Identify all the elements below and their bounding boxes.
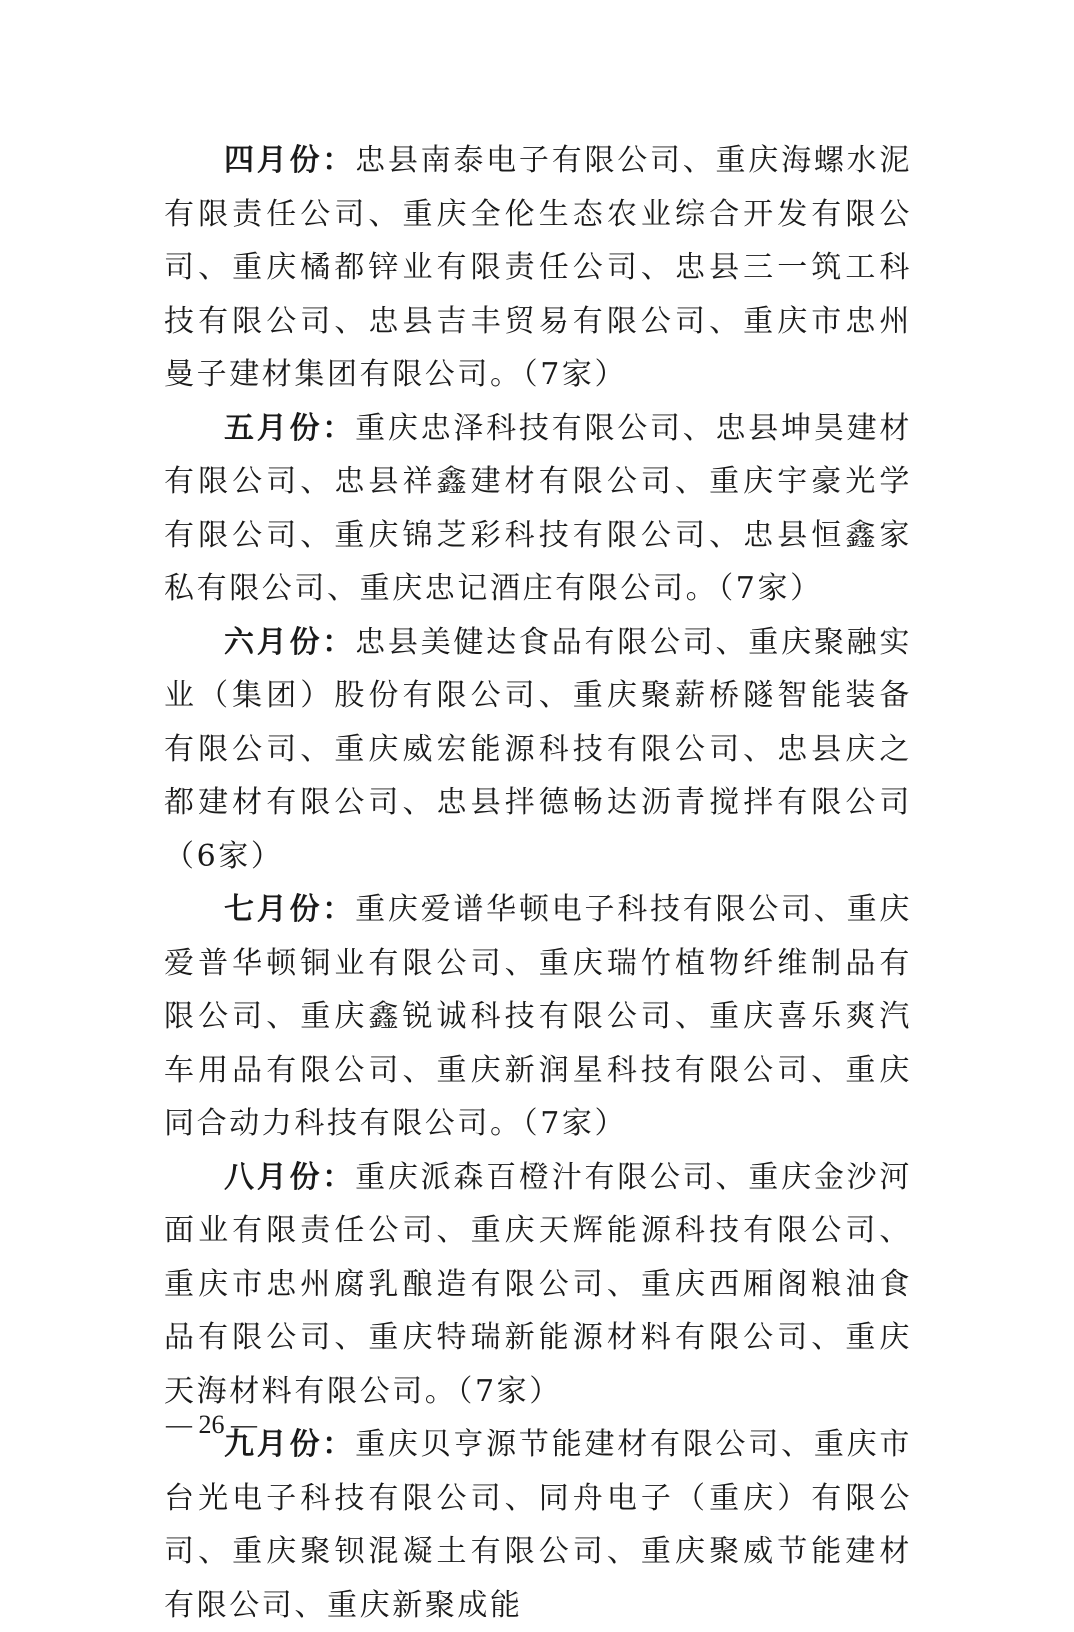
month-label-september: 九月份： (224, 1427, 356, 1462)
paragraph-august (164, 1151, 912, 1419)
month-label-june: 六月份： (224, 624, 356, 660)
company-list-july: 重庆爱谱华顿电子科技有限公司、重庆爱普华顿铜业有限公司、重庆瑞竹植物纤维制品有限公司、重庆鑫锐诚科技有限公司、重庆喜乐爽汽车用品有限公司、重庆新润星科技有限公司、重庆同合动力科技有限公司。（7家） (164, 892, 912, 1141)
month-label-august: 八月份： (224, 1159, 356, 1195)
paragraph-july (164, 883, 912, 1151)
month-label-july: 七月份： (224, 892, 356, 927)
company-list-april: 忠县南泰电子有限公司、重庆海螺水泥有限责任公司、重庆全伦生态农业综合开发有限公司、重庆橘都锌业有限责任公司、忠县三一筑工科技有限公司、忠县吉丰贸易有限公司、重庆市忠州曼子建材集团有限公司。（7家） (164, 143, 912, 392)
document-body (164, 134, 912, 1632)
company-list-may: 重庆忠泽科技有限公司、忠县坤昊建材有限公司、忠县祥鑫建材有限公司、重庆宇豪光学有限公司、重庆锦芝彩科技有限公司、忠县恒鑫家私有限公司、重庆忠记酒庄有限公司。（7家） (164, 410, 912, 606)
paragraph-april (164, 134, 912, 402)
paragraph-september (164, 1418, 912, 1632)
paragraph-june (164, 616, 912, 884)
month-label-may: 五月份： (224, 410, 356, 446)
month-label-april: 四月份： (224, 143, 356, 178)
company-list-september: 重庆贝亨源节能建材有限公司、重庆市台光电子科技有限公司、同舟电子（重庆）有限公司、重庆聚钡混凝土有限公司、重庆聚威节能建材有限公司、重庆新聚成能 (164, 1427, 912, 1623)
paragraph-may (164, 402, 912, 616)
page-number: — 26 — (166, 1410, 257, 1439)
company-list-august: 重庆派森百橙汁有限公司、重庆金沙河面业有限责任公司、重庆天辉能源科技有限公司、重庆市忠州腐乳酿造有限公司、重庆西厢阁粮油食品有限公司、重庆特瑞新能源材料有限公司、重庆天海材料有限公司。（7家） (164, 1159, 912, 1409)
company-list-june: 忠县美健达食品有限公司、重庆聚融实业（集团）股份有限公司、重庆聚薪桥隧智能装备有限公司、重庆威宏能源科技有限公司、忠县庆之都建材有限公司、忠县拌德畅达沥青搅拌有限公司（6家） (164, 624, 912, 874)
